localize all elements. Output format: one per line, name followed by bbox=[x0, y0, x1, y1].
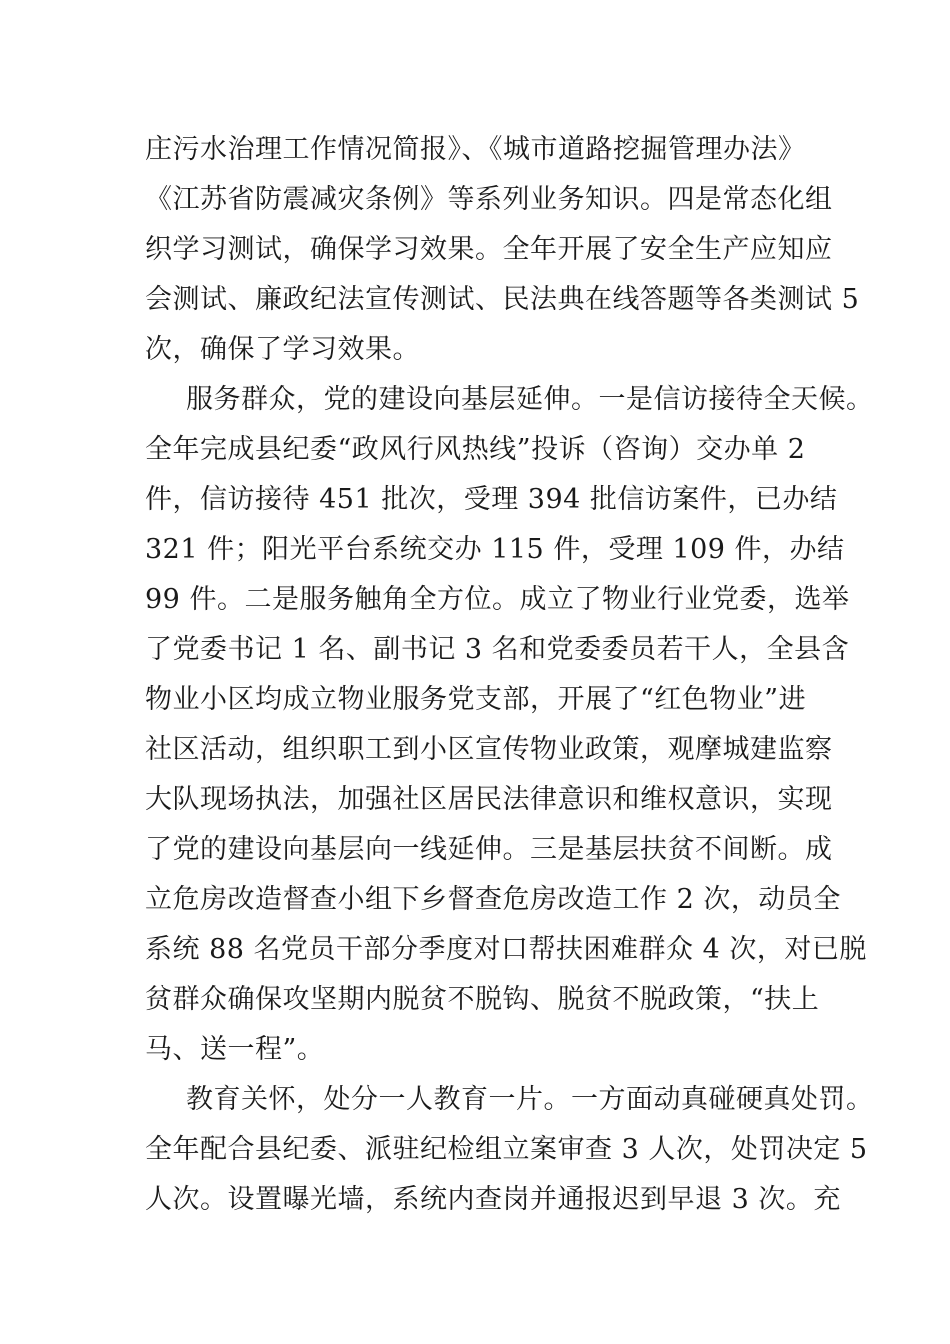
text-line: 了党的建设向基层向一线延伸。三是基层扶贫不间断。成 bbox=[145, 834, 833, 865]
text-line: 次，确保了学习效果。 bbox=[145, 334, 420, 365]
text-line: 贫群众确保攻坚期内脱贫不脱钩、脱贫不脱政策，“扶上 bbox=[145, 984, 820, 1015]
text-line: 99 件。二是服务触角全方位。成立了物业行业党委，选举 bbox=[145, 584, 850, 615]
paragraph-first-line: 教育关怀，处分一人教育一片。一方面动真碰硬真处罚。 bbox=[186, 1084, 874, 1115]
text-line: 系统 88 名党员干部分季度对口帮扶困难群众 4 次，对已脱 bbox=[145, 934, 867, 965]
text-line: 《江苏省防震减灾条例》等系列业务知识。四是常态化组 bbox=[145, 184, 833, 215]
text-line: 全年配合县纪委、派驻纪检组立案审查 3 人次，处罚决定 5 bbox=[145, 1134, 868, 1165]
text-line: 马、送一程”。 bbox=[145, 1034, 325, 1065]
text-line: 织学习测试，确保学习效果。全年开展了安全生产应知应 bbox=[145, 234, 833, 265]
text-line: 立危房改造督查小组下乡督查危房改造工作 2 次，动员全 bbox=[145, 884, 841, 915]
text-line: 321 件；阳光平台系统交办 115 件，受理 109 件，办结 bbox=[145, 534, 845, 565]
text-line: 人次。设置曝光墙，系统内查岗并通报迟到早退 3 次。充 bbox=[145, 1184, 841, 1215]
text-line: 件，信访接待 451 批次，受理 394 批信访案件，已办结 bbox=[145, 484, 838, 515]
text-line: 大队现场执法，加强社区居民法律意识和维权意识，实现 bbox=[145, 784, 833, 815]
text-line: 社区活动，组织职工到小区宣传物业政策，观摩城建监察 bbox=[145, 734, 833, 765]
text-line: 庄污水治理工作情况简报》、《城市道路挖掘管理办法》 bbox=[145, 134, 806, 165]
text-line: 会测试、廉政纪法宣传测试、民法典在线答题等各类测试 5 bbox=[145, 284, 860, 315]
text-line: 物业小区均成立物业服务党支部，开展了“红色物业”进 bbox=[145, 684, 807, 715]
text-line: 全年完成县纪委“政风行风热线”投诉（咨询）交办单 2 bbox=[145, 434, 806, 465]
paragraph-first-line: 服务群众，党的建设向基层延伸。一是信访接待全天候。 bbox=[186, 384, 874, 415]
text-line: 了党委书记 1 名、副书记 3 名和党委委员若干人，全县含 bbox=[145, 634, 850, 665]
